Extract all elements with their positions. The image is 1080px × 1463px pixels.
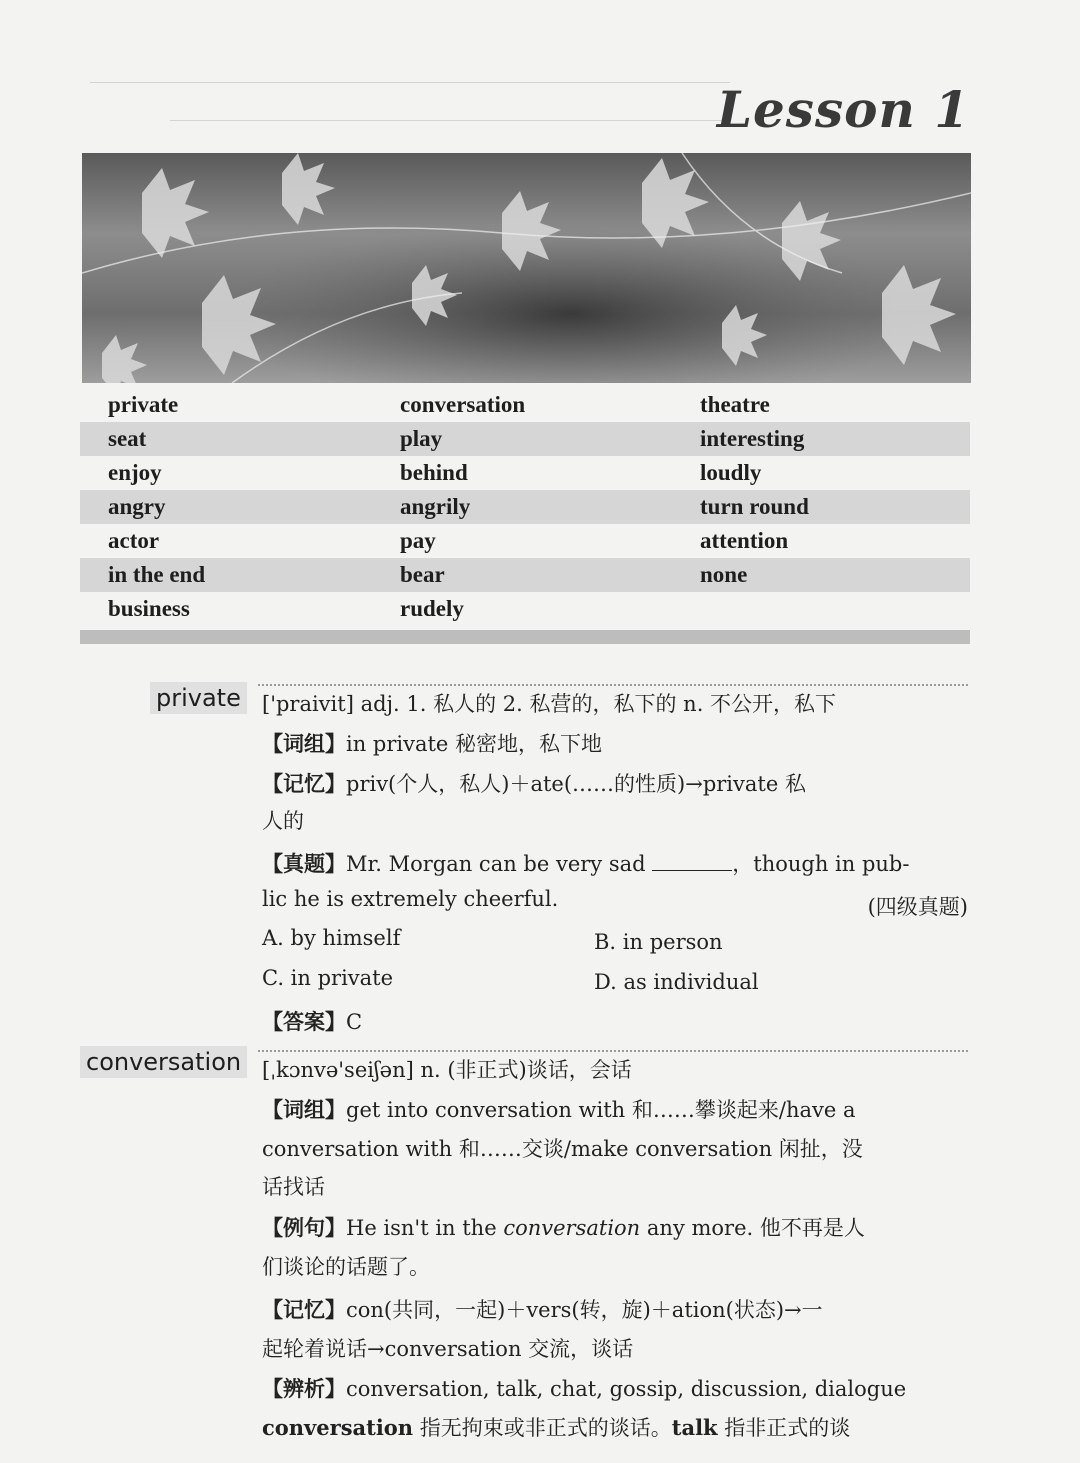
exam-text: Mr. Morgan can be very sad	[346, 852, 646, 876]
analysis-text: 指非正式的谈	[724, 1416, 851, 1440]
memory-text: con(共同，一起)＋vers(转，旋)＋ation(状态)→一	[346, 1298, 823, 1322]
phrase-text: get into conversation with 和……攀谈起来/have a	[346, 1098, 856, 1122]
memory-tag: 【记忆】	[262, 772, 346, 796]
exam-source: (四级真题)	[867, 895, 968, 919]
analysis-term: conversation	[262, 1415, 414, 1440]
headword-private: private	[150, 682, 247, 714]
vocab-word: loudly	[700, 460, 762, 485]
vocab-row	[80, 388, 970, 422]
vocab-word: turn round	[700, 494, 809, 519]
vocab-row	[80, 592, 970, 626]
phrase-text: in private 秘密地，私下地	[346, 732, 603, 756]
example-tag: 【例句】	[262, 1216, 346, 1240]
vocab-word: rudely	[400, 596, 464, 621]
memory-line-cont: 人的	[262, 809, 304, 833]
definition-line: ['praivit] adj. 1. 私人的 2. 私营的，私下的 n. 不公开，私下	[262, 692, 837, 716]
example-line	[262, 1212, 865, 1242]
analysis-text: 指无拘束或非正式的谈话。	[419, 1416, 672, 1440]
answer-text: C	[346, 1010, 363, 1034]
memory-line-cont: 起轮着说话→conversation 交流，谈话	[262, 1337, 634, 1361]
vocab-word: none	[700, 562, 748, 587]
option-a: A. by himself	[262, 926, 401, 950]
exam-tag: 【真题】	[262, 852, 346, 876]
phrase-line	[262, 728, 602, 758]
vocab-word: in the end	[108, 562, 206, 587]
exam-text-cont: ，though in pub-	[732, 852, 910, 876]
vocab-word: angrily	[400, 494, 471, 519]
vocab-word: conversation	[400, 392, 526, 417]
memory-line	[262, 768, 806, 798]
exam-line	[262, 848, 909, 878]
vocab-word: pay	[400, 528, 436, 553]
answer-blank	[652, 852, 732, 871]
vocabulary-table	[80, 388, 970, 626]
vocab-word: theatre	[700, 392, 770, 417]
lesson-title: Lesson 1	[716, 80, 970, 139]
memory-tag: 【记忆】	[262, 1298, 346, 1322]
answer-line	[262, 1006, 362, 1036]
answer-tag: 【答案】	[262, 1010, 346, 1034]
bleed-line	[90, 82, 730, 83]
phrase-line-cont: 话找话	[262, 1175, 325, 1199]
phrase-tag: 【词组】	[262, 1098, 346, 1122]
example-line-cont: 们谈论的话题了。	[262, 1255, 430, 1279]
option-c: C. in private	[262, 966, 394, 990]
vocab-word: business	[108, 596, 190, 621]
analysis-line-cont	[262, 1412, 850, 1442]
maple-leaves-icon	[82, 153, 971, 383]
headword-conversation: conversation	[80, 1046, 247, 1078]
phrase-line	[262, 1094, 855, 1124]
bleed-line	[170, 120, 730, 121]
vocab-row	[80, 558, 970, 592]
vocab-word: seat	[108, 426, 147, 451]
option-b: B. in person	[594, 930, 723, 954]
vocab-word: attention	[700, 528, 789, 553]
vocab-word: bear	[400, 562, 445, 587]
example-text-cont: any more. 他不再是人	[646, 1216, 865, 1240]
entry-divider	[258, 684, 968, 686]
analysis-tag: 【辨析】	[262, 1377, 346, 1401]
vocab-row	[80, 490, 970, 524]
vocab-row	[80, 422, 970, 456]
leaf-photo-banner	[82, 153, 971, 383]
vocab-word: behind	[400, 460, 468, 485]
option-d: D. as individual	[594, 970, 759, 994]
memory-line	[262, 1294, 823, 1324]
definition-line: [ˌkɔnvə'seiʃən] n. (非正式)谈话，会话	[262, 1058, 632, 1082]
memory-text: priv(个人，私人)＋ate(……的性质)→private 私	[346, 772, 806, 796]
vocab-word: interesting	[700, 426, 805, 451]
vocab-row	[80, 524, 970, 558]
phrase-tag: 【词组】	[262, 732, 346, 756]
analysis-term: talk	[671, 1415, 718, 1440]
vocab-row	[80, 456, 970, 490]
entry-divider	[258, 1050, 968, 1052]
vocab-word: private	[108, 392, 179, 417]
analysis-line	[262, 1373, 906, 1403]
analysis-text: conversation, talk, chat, gossip, discussion, dialogue	[346, 1377, 907, 1401]
example-emphasis: conversation	[503, 1216, 641, 1240]
exam-line-cont: lic he is extremely cheerful.	[262, 887, 559, 911]
vocab-word: play	[400, 426, 443, 451]
vocab-word: enjoy	[108, 460, 162, 485]
vocabulary-bottom-bar	[80, 630, 970, 644]
phrase-line-cont: conversation with 和……交谈/make conversation 闲扯，没	[262, 1137, 863, 1161]
example-text: He isn't in the	[346, 1216, 497, 1240]
vocab-word: actor	[108, 528, 160, 553]
vocab-word: angry	[108, 494, 166, 519]
